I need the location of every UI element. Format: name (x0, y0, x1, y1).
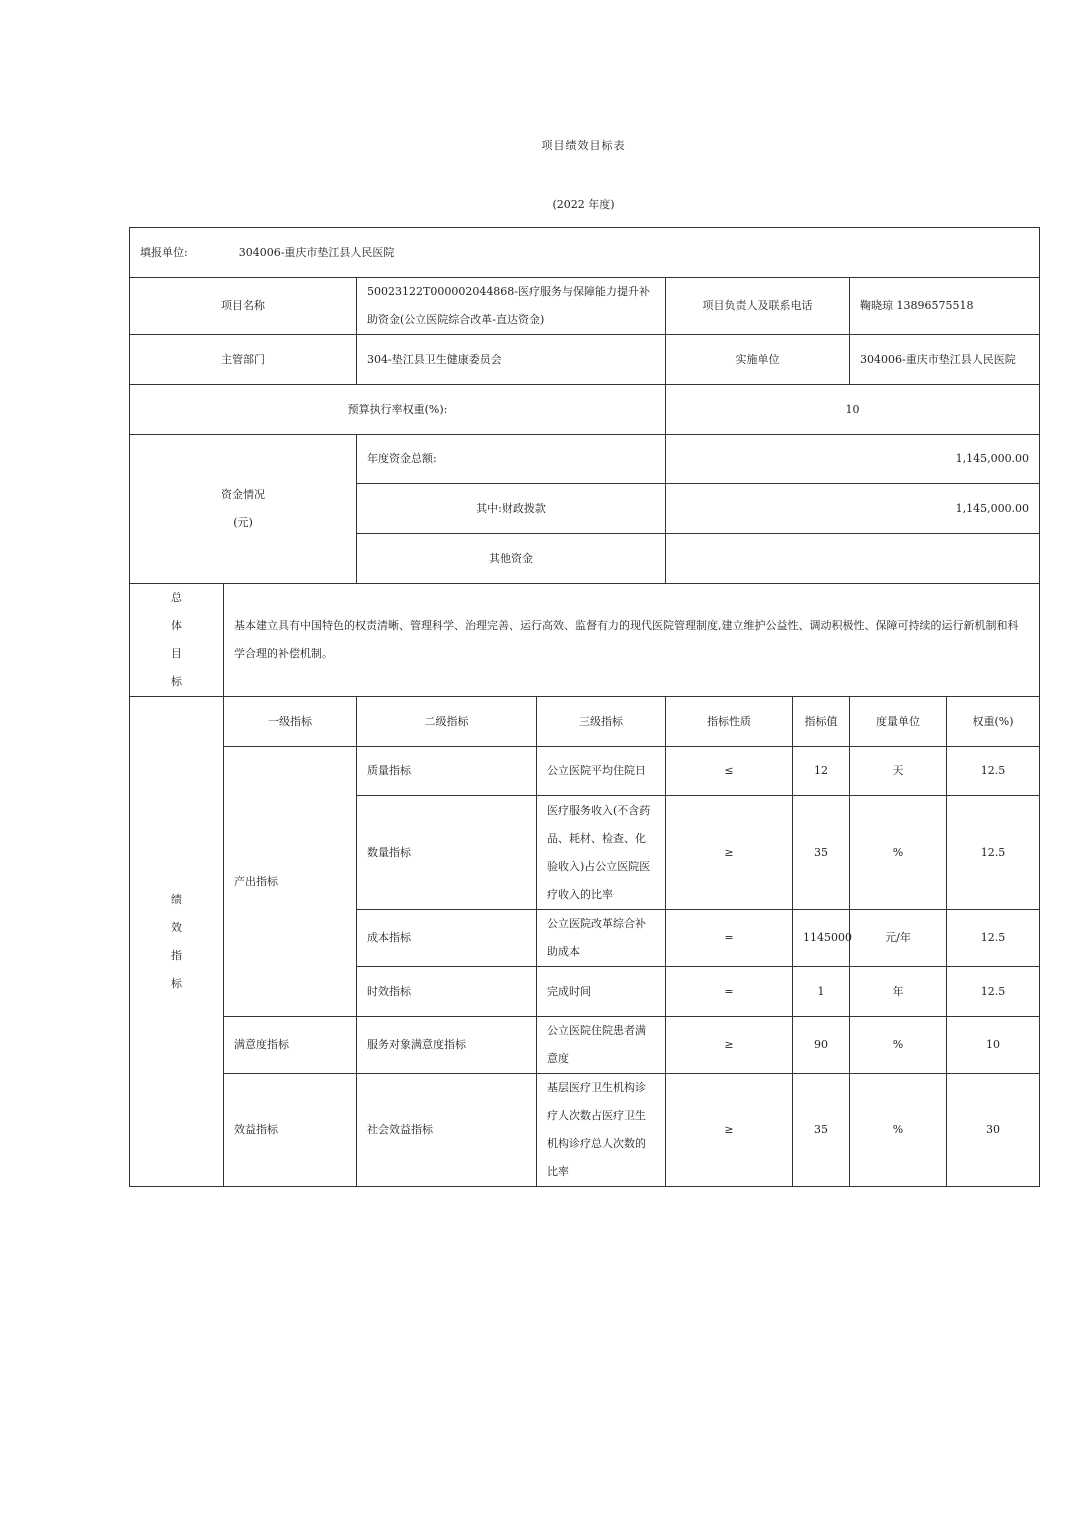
weight-cell: 12.5 (947, 796, 1040, 910)
project-contact-value: 鞠晓琼 13896575518 (850, 278, 1040, 335)
header-nature: 指标性质 (666, 697, 793, 747)
unit-cell: % (850, 1074, 947, 1187)
funds-other-value (666, 534, 1040, 584)
level2-cell: 时效指标 (357, 967, 537, 1017)
unit-cell: 元/年 (850, 910, 947, 967)
header-value: 指标值 (793, 697, 850, 747)
unit-cell: 年 (850, 967, 947, 1017)
indicators-label: 绩 效 指 标 (130, 697, 224, 1187)
value-cell: 12 (793, 747, 850, 796)
value-cell: 35 (793, 796, 850, 910)
level2-cell: 成本指标 (357, 910, 537, 967)
level2-cell: 社会效益指标 (357, 1074, 537, 1187)
dept-label: 主管部门 (130, 335, 357, 385)
level1-output: 产出指标 (224, 747, 357, 1017)
unit-cell: 天 (850, 747, 947, 796)
level1-satisfaction: 满意度指标 (224, 1017, 357, 1074)
budget-rate-label: 预算执行率权重(%): (130, 385, 666, 435)
level2-cell: 质量指标 (357, 747, 537, 796)
funds-unit: (元) (233, 516, 253, 529)
funds-fiscal-label: 其中:财政拨款 (357, 484, 666, 534)
funds-label-text: 资金情况 (221, 488, 265, 501)
value-cell: 90 (793, 1017, 850, 1074)
header-level3: 三级指标 (537, 697, 666, 747)
impl-unit-value: 304006-重庆市垫江县人民医院 (850, 335, 1040, 385)
level2-cell: 服务对象满意度指标 (357, 1017, 537, 1074)
weight-cell: 12.5 (947, 967, 1040, 1017)
level2-cell: 数量指标 (357, 796, 537, 910)
level3-cell: 公立医院改革综合补助成本 (537, 910, 666, 967)
overall-goal-label: 总 体 目 标 (130, 584, 224, 697)
level3-cell: 公立医院平均住院日 (537, 747, 666, 796)
project-name-label: 项目名称 (130, 278, 357, 335)
level3-cell: 基层医疗卫生机构诊疗人次数占医疗卫生机构诊疗总人次数的比率 (537, 1074, 666, 1187)
level3-cell: 完成时间 (537, 967, 666, 1017)
nature-cell: = (666, 967, 793, 1017)
funds-total-value: 1,145,000.00 (666, 435, 1040, 484)
nature-cell: = (666, 910, 793, 967)
header-weight: 权重(%) (947, 697, 1040, 747)
project-name-value: 50023122T000002044868-医疗服务与保障能力提升补助资金(公立医院综合改革-直达资金) (357, 278, 666, 335)
table-row (130, 747, 1040, 796)
weight-cell: 12.5 (947, 910, 1040, 967)
nature-cell: ≥ (666, 1074, 793, 1187)
header-unit: 度量单位 (850, 697, 947, 747)
level3-cell: 医疗服务收入(不含药品、耗材、检查、化验收入)占公立医院医疗收入的比率 (537, 796, 666, 910)
nature-cell: ≤ (666, 747, 793, 796)
project-contact-label: 项目负责人及联系电话 (666, 278, 850, 335)
overall-goal-text: 基本建立具有中国特色的权责清晰、管理科学、治理完善、运行高效、监督有力的现代医院管理制度,建立维护公益性、调动积极性、保障可持续的运行新机制和科学合理的补偿机制。 (224, 584, 1040, 697)
level1-benefit: 效益指标 (224, 1074, 357, 1187)
table-row (130, 1017, 1040, 1074)
funds-fiscal-value: 1,145,000.00 (666, 484, 1040, 534)
filing-unit-row (130, 228, 1040, 278)
budget-rate-value: 10 (666, 385, 1040, 435)
weight-cell: 30 (947, 1074, 1040, 1187)
filing-unit-label: 填报单位: (140, 245, 188, 259)
unit-cell: % (850, 1017, 947, 1074)
nature-cell: ≥ (666, 796, 793, 910)
weight-cell: 10 (947, 1017, 1040, 1074)
level3-cell: 公立医院住院患者满意度 (537, 1017, 666, 1074)
dept-value: 304-垫江县卫生健康委员会 (357, 335, 666, 385)
funds-other-label: 其他资金 (357, 534, 666, 584)
impl-unit-label: 实施单位 (666, 335, 850, 385)
table-row (130, 1074, 1040, 1187)
header-level2: 二级指标 (357, 697, 537, 747)
performance-table (129, 227, 1040, 1187)
nature-cell: ≥ (666, 1017, 793, 1074)
weight-cell: 12.5 (947, 747, 1040, 796)
document-year: (2022 年度) (552, 198, 615, 211)
filing-unit-value: 304006-重庆市垫江县人民医院 (238, 245, 395, 259)
header-level1: 一级指标 (224, 697, 357, 747)
value-cell: 35 (793, 1074, 850, 1187)
funds-total-label: 年度资金总额: (357, 435, 666, 484)
value-cell: 1145000 (793, 910, 850, 967)
unit-cell: % (850, 796, 947, 910)
document-title: 项目绩效目标表 (541, 139, 626, 152)
funds-label (130, 435, 357, 584)
value-cell: 1 (793, 967, 850, 1017)
